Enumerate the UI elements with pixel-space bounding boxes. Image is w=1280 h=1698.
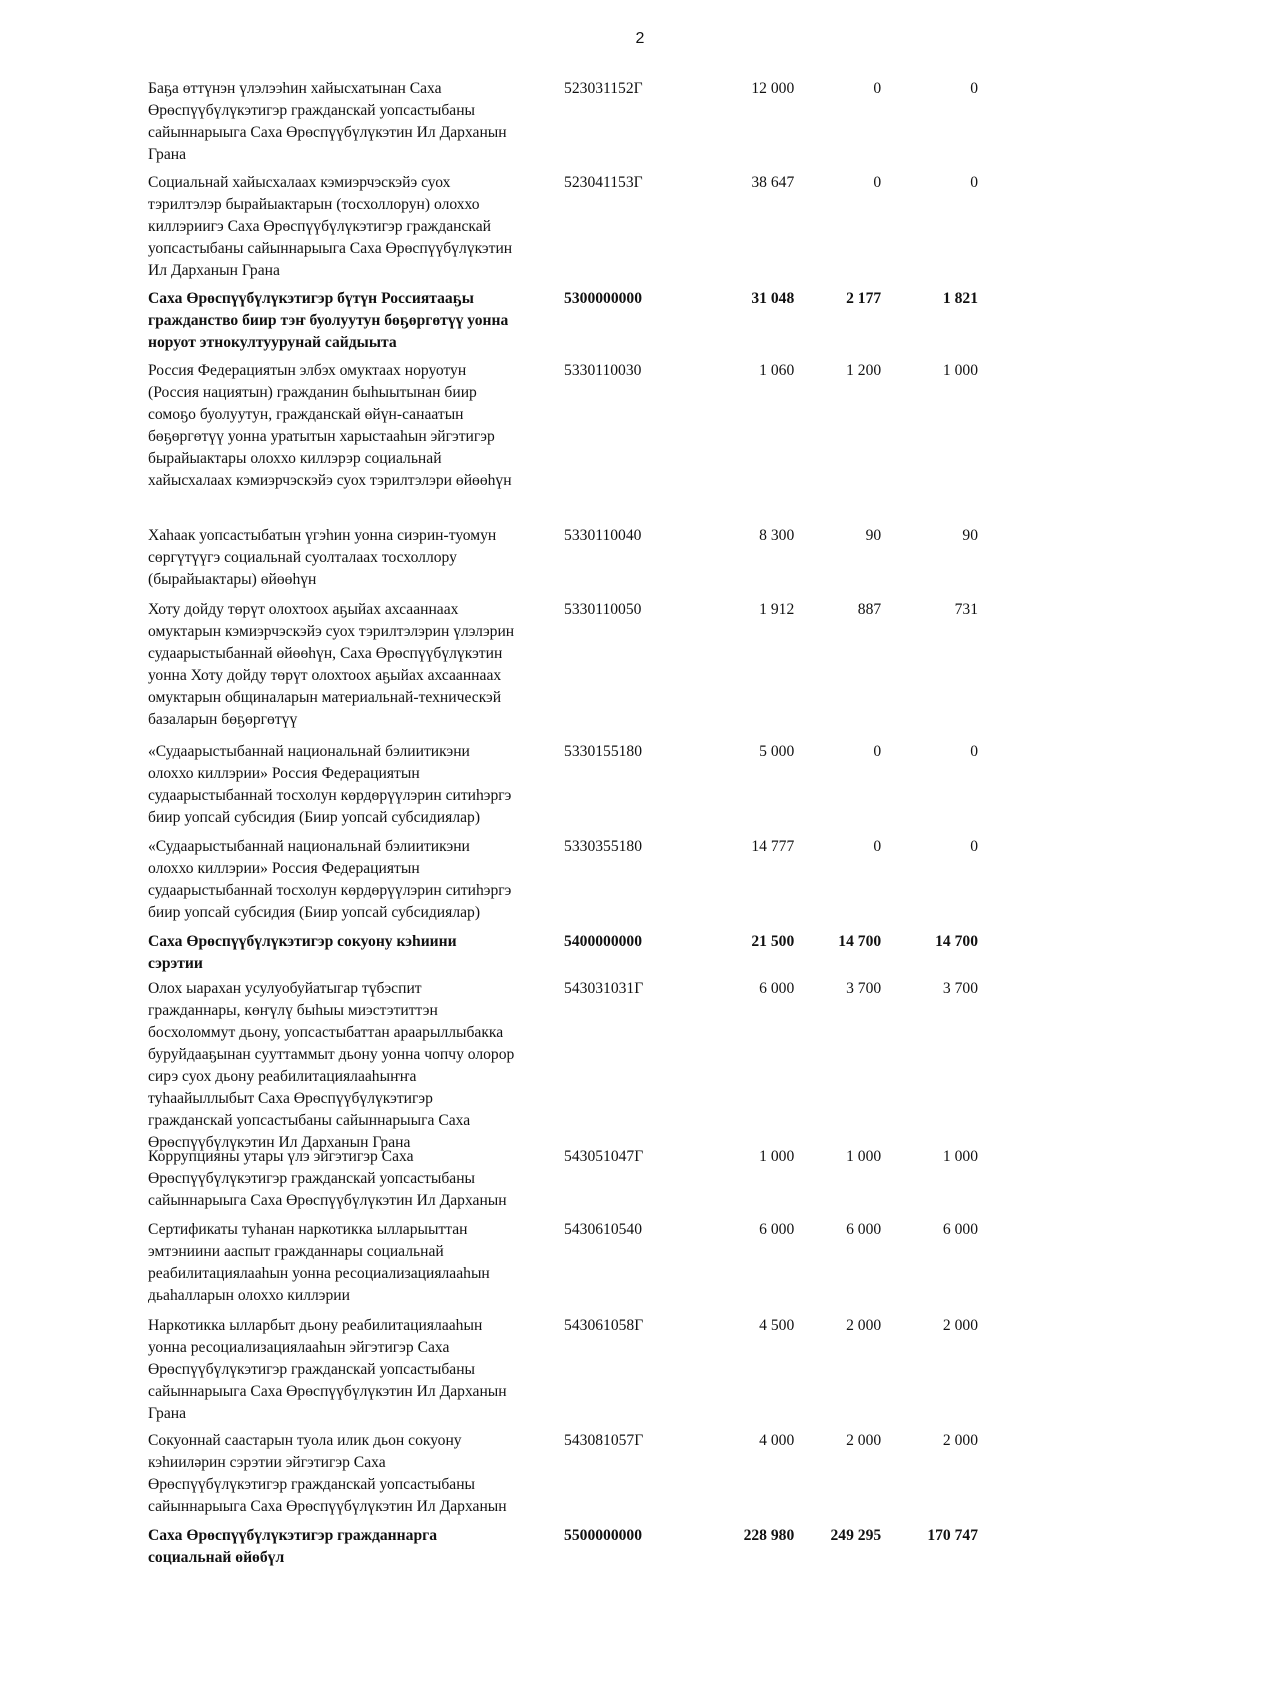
amount-year-1: 21 500	[751, 933, 795, 950]
table-row	[148, 1315, 978, 1430]
amount-year-3: 2 000	[942, 1317, 979, 1334]
amount-year-1: 6 000	[759, 980, 795, 997]
page-number: 2	[635, 30, 645, 47]
table-row	[148, 978, 979, 1151]
table-row	[148, 741, 978, 836]
amount-year-3: 90	[962, 527, 979, 544]
amount-year-1: 4 500	[759, 1317, 795, 1334]
program-name: Наркотикка ылларбыт дьону реабилитациялааһын уонна ресоциализациялааһын эйгэтигэр Саха Өрөспүүбүлүкэтигэр гражданскай уопсастыбаны сайыннарыыга Саха Өрөспүүбүлүкэтин Ил Дарханын Грана	[148, 1317, 507, 1422]
amount-year-1: 14 777	[751, 838, 795, 855]
amount-year-3: 1 821	[942, 290, 979, 307]
budget-code: 5330110050	[564, 601, 642, 618]
amount-year-2: 6 000	[846, 1221, 882, 1238]
amount-year-2: 2 000	[846, 1317, 882, 1334]
amount-year-3: 1 000	[942, 1148, 979, 1165]
table-row	[148, 836, 978, 931]
program-name: Россия Федерациятын элбэх омуктаах норуотун (Россия нациятын) гражданин быһыытынан биир сомоҕо буолуутун, гражданскай өйүн-санаатын бөҕөргөтүү уонна уратытын харыстааһын эйгэтигэр бырайыактары олоххо киллэрэр социальнай хайысхалаах кэмиэрчэскэйэ суох тэрилтэлэри өйөөһүн	[148, 362, 512, 489]
amount-year-1: 6 000	[759, 1221, 795, 1238]
budget-code: 5430610540	[564, 1221, 643, 1238]
amount-year-3: 2 000	[942, 1432, 979, 1449]
table-row	[148, 1430, 978, 1525]
budget-code: 5330355180	[564, 838, 643, 855]
table-row	[148, 1219, 978, 1315]
amount-year-3: 6 000	[942, 1221, 979, 1238]
amount-year-3: 0	[970, 838, 979, 855]
program-name: Сертификаты туһанан наркотикка ылларыыттан эмтэниини ааспыт гражданнары социальнай реабилитациялааһын уонна ресоциализациялааһын дьаһалларын олоххо киллэрии	[148, 1221, 490, 1304]
table-row	[148, 78, 978, 172]
amount-year-1: 5 000	[759, 743, 795, 760]
amount-year-3: 0	[970, 174, 979, 191]
budget-code: 523041153Г	[564, 174, 643, 191]
program-name: «Судаарыстыбаннай национальнай бэлиитикэни олоххо киллэрии» Россия Федерациятын судаарыстыбаннай тосхолун көрдөрүүлэрин ситиһэргэ биир уопсай субсидия (Биир уопсай субсидиялар)	[148, 838, 512, 921]
budget-code: 5500000000	[564, 1527, 643, 1544]
amount-year-2: 249 295	[830, 1527, 882, 1544]
amount-year-2: 0	[873, 174, 882, 191]
table-row	[148, 1146, 978, 1219]
amount-year-1: 228 980	[743, 1527, 795, 1544]
budget-code: 5330155180	[564, 743, 643, 760]
table-row	[148, 599, 978, 741]
amount-year-3: 731	[954, 601, 979, 618]
amount-year-3: 3 700	[942, 980, 979, 997]
program-name: Коррупцияны утары үлэ эйгэтигэр Саха Өрөспүүбүлүкэтигэр гражданскай уопсастыбаны сайыннарыыга Саха Өрөспүүбүлүкэтин Ил Дарханын	[148, 1148, 507, 1209]
amount-year-3: 0	[970, 743, 979, 760]
amount-year-3: 1 000	[942, 362, 979, 379]
amount-year-2: 0	[873, 80, 882, 97]
budget-code: 5330110040	[564, 527, 642, 544]
table-row	[148, 931, 978, 978]
amount-year-2: 2 177	[846, 290, 882, 307]
program-name: Саха Өрөспүүбүлүкэтигэр гражданнарга социальнай өйөбүл	[148, 1527, 437, 1566]
program-name: Олох ыарахан усулуобуйатыгар түбэспит гражданнары, көҥүлү быһыы миэстэтиттэн босхоломмут дьону, уопсастыбаттан араарыллыбакка буруйдааҕынан сууттаммыт дьону уонна чопчу олорор сирэ суох дьону реабилитациялааһыҥҥа туһаайыллыбыт Саха Өрөспүүбүлүкэтигэр гражданскай уопсастыбаны сайыннарыыга Саха Өрөспүүбүлүкэтин Ил Дарханын Грана	[148, 980, 515, 1151]
budget-code: 5330110030	[564, 362, 642, 379]
budget-code: 543061058Г	[564, 1317, 644, 1334]
program-name: Саха Өрөспүүбүлүкэтигэр сокуону кэһиини сэрэтии	[148, 933, 457, 972]
budget-code: 523031152Г	[564, 80, 643, 97]
program-name: Хаһаак уопсастыбатын үгэһин уонна сиэрин-туомун сөргүтүүгэ социальнай суолталаах тосхоллору (бырайыактары) өйөөһүн	[148, 527, 497, 588]
amount-year-2: 1 000	[846, 1148, 882, 1165]
table-row	[148, 1525, 978, 1575]
table-row	[148, 360, 978, 525]
amount-year-1: 12 000	[751, 80, 795, 97]
budget-table	[148, 78, 978, 1575]
amount-year-2: 1 200	[846, 362, 882, 379]
program-name: Хоту дойду төрүт олохтоох аҕыйах ахсааннаах омуктарын кэмиэрчэскэйэ суох тэрилтэлэрин үлэлэрин судаарыстыбаннай өйөөһүн, Саха Өрөспүүбүлүкэтин уонна Хоту дойду төрүт олохтоох аҕыйах ахсааннаах омуктарын общиналарын материальнай-техническэй базаларын бөҕөргөтүү	[148, 601, 515, 728]
amount-year-1: 1 912	[759, 601, 795, 618]
amount-year-3: 0	[970, 80, 979, 97]
program-name: Саха Өрөспүүбүлүкэтигэр бүтүн Россиятааҕы гражданство биир тэҥ буолуутун бөҕөргөтүү уонна норуот этнокултуурунай сайдыыта	[148, 290, 509, 351]
budget-code: 543051047Г	[564, 1148, 644, 1165]
amount-year-3: 170 747	[927, 1527, 979, 1544]
amount-year-2: 0	[873, 743, 882, 760]
amount-year-2: 90	[865, 527, 882, 544]
budget-code: 543031031Г	[564, 980, 644, 997]
budget-code: 5400000000	[564, 933, 643, 950]
amount-year-2: 3 700	[846, 980, 882, 997]
table-row	[148, 288, 978, 360]
table-row	[148, 172, 978, 288]
amount-year-2: 2 000	[846, 1432, 882, 1449]
amount-year-3: 14 700	[935, 933, 979, 950]
program-name: «Судаарыстыбаннай национальнай бэлиитикэни олоххо киллэрии» Россия Федерациятын судаарыстыбаннай тосхолун көрдөрүүлэрин ситиһэргэ биир уопсай субсидия (Биир уопсай субсидиялар)	[148, 743, 512, 826]
amount-year-1: 38 647	[751, 174, 795, 191]
amount-year-2: 887	[857, 601, 882, 618]
amount-year-1: 31 048	[751, 290, 795, 307]
amount-year-2: 0	[873, 838, 882, 855]
amount-year-1: 8 300	[759, 527, 795, 544]
program-name: Социальнай хайысхалаах кэмиэрчэскэйэ суох тэрилтэлэр бырайыактарын (тосхоллорун) олоххо киллэриигэ Саха Өрөспүүбүлүкэтигэр гражданскай уопсастыбаны сайыннарыыга Саха Өрөспүүбүлүкэтин Ил Дарханын Грана	[148, 174, 513, 279]
budget-code: 543081057Г	[564, 1432, 644, 1449]
amount-year-1: 4 000	[759, 1432, 795, 1449]
amount-year-1: 1 000	[759, 1148, 795, 1165]
program-name: Баҕа өттүнэн үлэлээһин хайысхатынан Саха Өрөспүүбүлүкэтигэр гражданскай уопсастыбаны сайыннарыыга Саха Өрөспүүбүлүкэтин Ил Дарханын Грана	[148, 80, 507, 163]
program-name: Сокуоннай саастарын туола илик дьон сокуону кэһииләрин сэрэтии эйгэтигэр Саха Өрөспүүбүлүкэтигэр гражданскай уопсастыбаны сайыннарыыга Саха Өрөспүүбүлүкэтин Ил Дарханын	[148, 1432, 507, 1515]
amount-year-2: 14 700	[838, 933, 882, 950]
table-row	[148, 525, 978, 599]
budget-code: 5300000000	[564, 290, 643, 307]
amount-year-1: 1 060	[759, 362, 795, 379]
